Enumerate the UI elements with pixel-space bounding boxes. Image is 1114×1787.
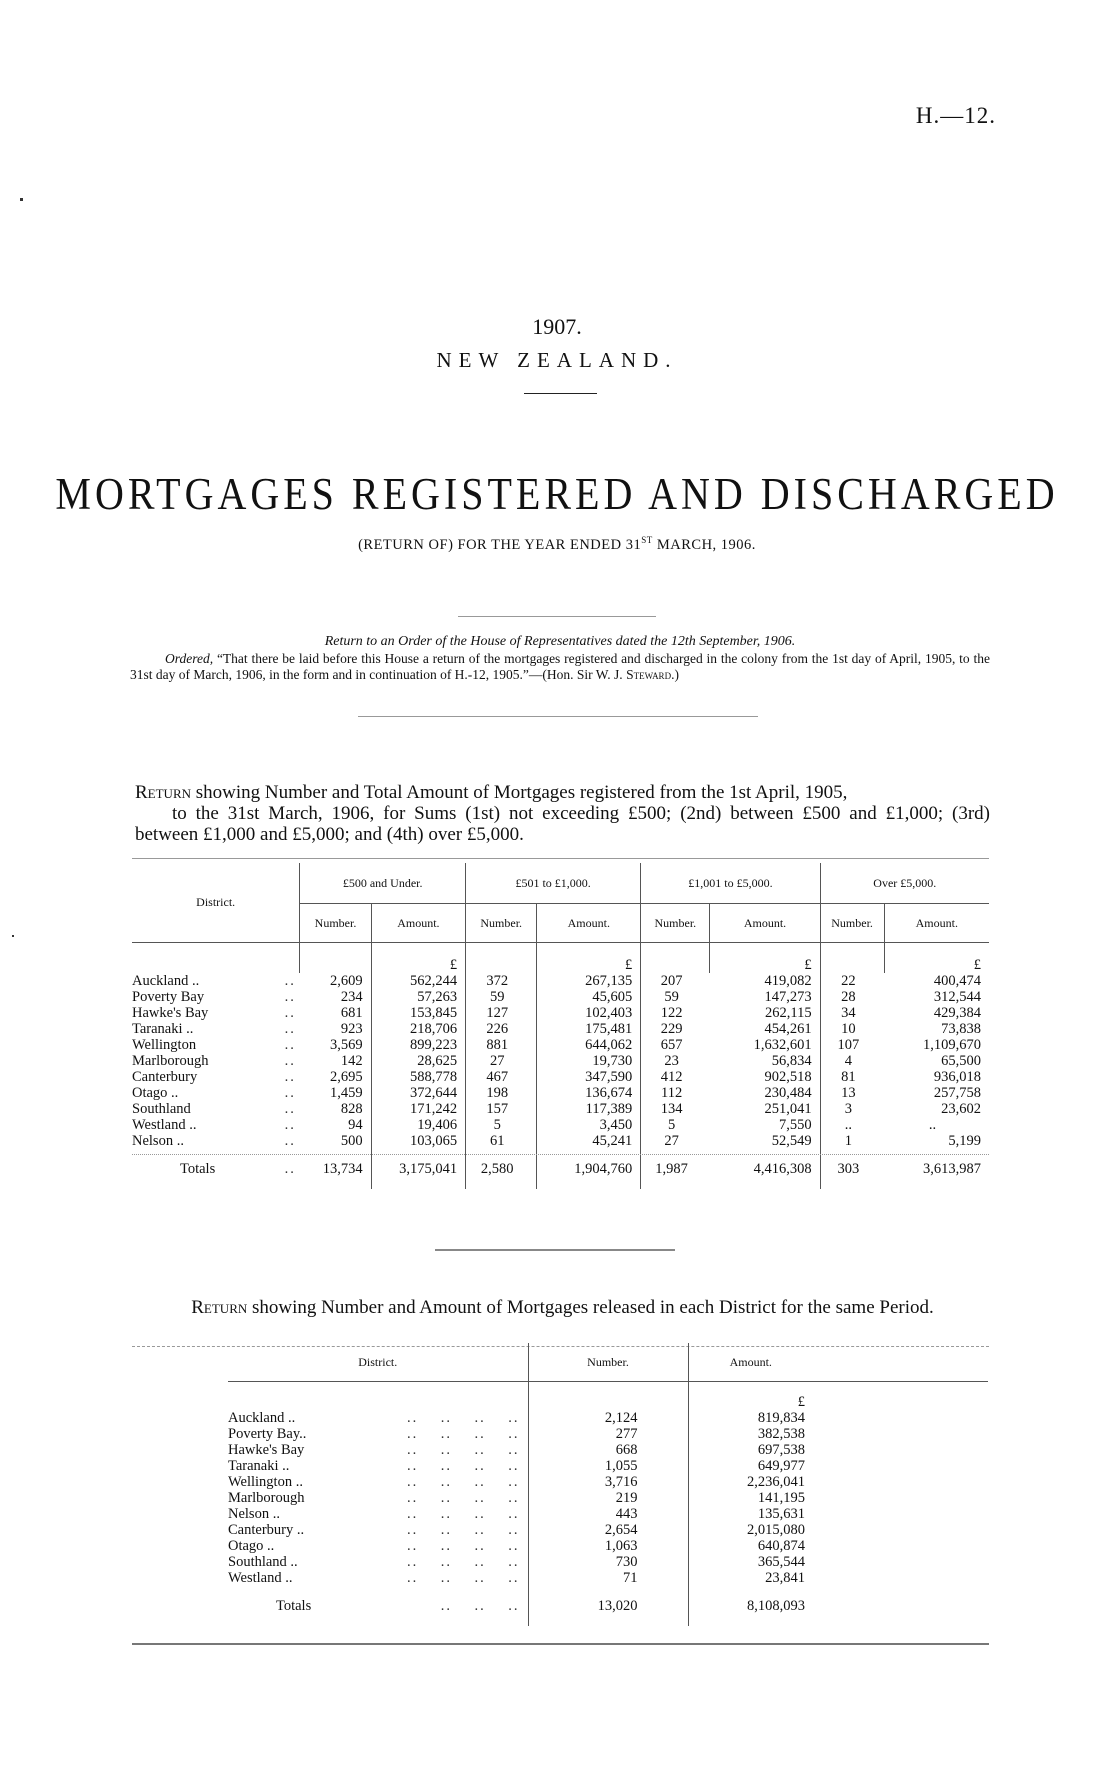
amount-cell: 28,625 (371, 1053, 465, 1069)
number-cell: 5 (641, 1117, 710, 1133)
col-number: Number. (528, 1343, 688, 1382)
amount-cell: 588,778 (371, 1069, 465, 1085)
table-row (228, 1410, 988, 1426)
subtitle (0, 535, 1114, 554)
table-row (132, 973, 989, 989)
amount-cell: 19,730 (537, 1053, 641, 1069)
amount-cell: 230,484 (764, 1085, 812, 1101)
number-cell: 234 (340, 989, 363, 1005)
mortgages-registered-table (132, 863, 989, 1189)
amount-cell: 257,758 (933, 1085, 981, 1101)
dot-leader: .. (284, 1117, 296, 1133)
table1-heading-line2: to the 31st March, 1906, for Sums (1st) not exceeding £500; (2nd) between £500 and £1,000; (3rd) between £1,000 and £5,000; and (4th) over £5,000. (135, 803, 990, 845)
number-cell: 730 (528, 1554, 688, 1570)
number-cell: 142 (340, 1053, 363, 1069)
amount-cell: 135,631 (688, 1506, 813, 1522)
district-name: Wellington (132, 1037, 197, 1053)
table1-top-rule (132, 858, 989, 859)
number-cell: 107 (820, 1037, 884, 1053)
group-header-1: £500 and Under. (300, 863, 466, 904)
amount-cell: 454,261 (764, 1021, 812, 1037)
table2-heading-rest: showing Number and Amount of Mortgages released in each District for the same Period. (247, 1297, 934, 1318)
total-number: 13,734 (322, 1161, 363, 1177)
number-cell: 112 (641, 1085, 710, 1101)
amount-cell: 644,062 (537, 1037, 641, 1053)
amount-cell: 936,018 (933, 1069, 981, 1085)
col-number: Number. (300, 904, 371, 943)
number-cell: 657 (641, 1037, 710, 1053)
table2-heading (135, 1297, 990, 1318)
amount-cell: 697,538 (688, 1442, 813, 1458)
amount-cell: 23,841 (688, 1570, 813, 1586)
number-cell: 198 (466, 1085, 537, 1101)
col-number: Number. (641, 904, 710, 943)
amount-cell: 19,406 (371, 1117, 465, 1133)
amount-cell: 419,082 (764, 973, 812, 989)
district-cell (132, 1053, 300, 1069)
number-cell: 71 (528, 1570, 688, 1586)
table-row (132, 1021, 989, 1037)
district-name: Southland .. (228, 1554, 298, 1570)
dot-leader: .. .. .. .. (407, 1570, 520, 1586)
number-cell: 2,654 (528, 1522, 688, 1538)
table-row (132, 989, 989, 1005)
number-cell: 94 (348, 1117, 363, 1133)
district-cell (132, 1069, 300, 1085)
table-row (228, 1474, 988, 1490)
number-cell: 3,569 (330, 1037, 363, 1053)
dot-leader: .. (284, 1161, 296, 1177)
amount-cell: .. (928, 1117, 937, 1133)
dot-leader: .. (284, 1101, 296, 1117)
number-cell: 5 (466, 1117, 537, 1133)
district-name: Westland .. (132, 1117, 197, 1133)
amount-cell: 312,544 (933, 989, 981, 1005)
number-cell: 10 (820, 1021, 884, 1037)
number-cell: 2,695 (330, 1069, 363, 1085)
amount-cell: 5,199 (948, 1133, 981, 1149)
dot-leader: .. .. .. .. (407, 1410, 520, 1426)
dot-leader: .. .. .. (440, 1598, 520, 1614)
order-ordered: Ordered, (165, 651, 214, 666)
amount-cell: 56,834 (771, 1053, 812, 1069)
title-rule (524, 393, 597, 394)
table-row (228, 1506, 988, 1522)
number-cell: 923 (340, 1021, 363, 1037)
table-row (132, 1037, 989, 1053)
number-cell: 229 (641, 1021, 710, 1037)
district-cell (228, 1570, 528, 1586)
table-row (132, 1133, 989, 1149)
subtitle-post: MARCH, 1906. (652, 536, 756, 553)
district-name: Poverty Bay (132, 989, 205, 1005)
number-cell: 219 (528, 1490, 688, 1506)
dot-leader: .. .. .. .. (407, 1506, 520, 1522)
amount-cell: 1,632,601 (753, 1037, 812, 1053)
amount-cell: 562,244 (371, 973, 465, 989)
district-cell (228, 1442, 528, 1458)
amount-cell: 218,706 (371, 1021, 465, 1037)
table-row (132, 1053, 989, 1069)
district-cell (132, 1085, 300, 1101)
totals-cell (132, 1149, 300, 1189)
number-cell: .. (820, 1117, 884, 1133)
total-number: 1,987 (641, 1149, 710, 1189)
district-cell (132, 1117, 300, 1133)
table-row (228, 1426, 988, 1442)
currency-symbol: £ (688, 1382, 813, 1411)
amount-cell: 649,977 (688, 1458, 813, 1474)
district-name: Southland (132, 1101, 191, 1117)
number-cell: 27 (466, 1053, 537, 1069)
number-cell: 881 (466, 1037, 537, 1053)
dot-leader: .. .. .. .. (407, 1426, 520, 1442)
dot-leader: .. (284, 1005, 296, 1021)
dot-leader: .. (284, 1021, 296, 1037)
amount-cell: 136,674 (537, 1085, 641, 1101)
number-cell: 226 (466, 1021, 537, 1037)
order-steward: Steward (626, 667, 672, 682)
number-cell: 467 (466, 1069, 537, 1085)
table-row (132, 1101, 989, 1117)
dot-leader: .. .. .. .. (407, 1538, 520, 1554)
district-name: Otago .. (228, 1538, 275, 1554)
number-cell: 13 (820, 1085, 884, 1101)
amount-cell: 45,605 (537, 989, 641, 1005)
district-cell (132, 1021, 300, 1037)
number-cell: 157 (466, 1101, 537, 1117)
amount-cell: 267,135 (537, 973, 641, 989)
district-name: Marlborough (228, 1490, 305, 1506)
amount-cell: 3,450 (537, 1117, 641, 1133)
district-name: Auckland .. (228, 1410, 296, 1426)
amount-cell: 147,273 (764, 989, 812, 1005)
group-header-2: £501 to £1,000. (466, 863, 641, 904)
amount-cell: 2,015,080 (688, 1522, 813, 1538)
dot-leader: .. .. .. .. (407, 1554, 520, 1570)
district-cell (132, 989, 300, 1005)
amount-cell: 251,041 (764, 1101, 812, 1117)
district-cell (132, 1005, 300, 1021)
district-cell (228, 1490, 528, 1506)
scan-speck (20, 198, 23, 201)
table2-bottom-rule (132, 1643, 989, 1645)
col-district: District. (228, 1343, 528, 1382)
order-heading: Return to an Order of the House of Representatives dated the 12th September, 1906. (324, 634, 796, 649)
amount-cell: 52,549 (771, 1133, 812, 1149)
country-title: NEW ZEALAND. (436, 348, 678, 372)
district-name: Auckland .. (132, 973, 200, 989)
number-cell: 22 (820, 973, 884, 989)
table-row (132, 1005, 989, 1021)
amount-cell: 57,263 (371, 989, 465, 1005)
district-cell (228, 1522, 528, 1538)
number-cell: 828 (340, 1101, 363, 1117)
number-cell: 207 (641, 973, 710, 989)
number-cell: 59 (466, 989, 537, 1005)
number-cell: 500 (340, 1133, 363, 1149)
number-cell: 122 (641, 1005, 710, 1021)
year: 1907. (532, 314, 582, 339)
dot-leader: .. .. .. .. (407, 1474, 520, 1490)
district-name: Canterbury .. (228, 1522, 305, 1538)
number-cell: 4 (820, 1053, 884, 1069)
amount-cell: 640,874 (688, 1538, 813, 1554)
currency-symbol: £ (537, 943, 641, 974)
col-amount: Amount. (371, 904, 465, 943)
district-name: Taranaki .. (228, 1458, 290, 1474)
number-cell: 668 (528, 1442, 688, 1458)
amount-cell: 175,481 (537, 1021, 641, 1037)
table1-bottom-rule (132, 1154, 989, 1155)
amount-cell: 1,109,670 (923, 1037, 981, 1053)
amount-cell: 102,403 (537, 1005, 641, 1021)
col-amount: Amount. (537, 904, 641, 943)
table-row (228, 1570, 988, 1586)
district-cell (132, 1101, 300, 1117)
district-name: Westland .. (228, 1570, 293, 1586)
district-cell (228, 1410, 528, 1426)
number-cell: 81 (820, 1069, 884, 1085)
district-name: Nelson .. (132, 1133, 184, 1149)
amount-cell: 2,236,041 (688, 1474, 813, 1490)
total-amount: 1,904,760 (537, 1149, 641, 1189)
number-cell: 127 (466, 1005, 537, 1021)
totals-label: Totals (276, 1598, 312, 1614)
district-name: Nelson .. (228, 1506, 280, 1522)
dot-leader: .. (284, 1037, 296, 1053)
table-row (228, 1490, 988, 1506)
number-cell: 681 (340, 1005, 363, 1021)
dot-leader: .. .. .. .. (407, 1442, 520, 1458)
totals-cell (228, 1586, 528, 1626)
table-row (132, 1085, 989, 1101)
amount-cell: 902,518 (764, 1069, 812, 1085)
number-cell: 34 (820, 1005, 884, 1021)
number-cell: 27 (641, 1133, 710, 1149)
amount-cell: 365,544 (688, 1554, 813, 1570)
amount-cell: 7,550 (778, 1117, 812, 1133)
amount-cell: 141,195 (688, 1490, 813, 1506)
table-row (228, 1458, 988, 1474)
amount-cell: 429,384 (933, 1005, 981, 1021)
amount-cell: 153,845 (371, 1005, 465, 1021)
amount-cell: 347,590 (537, 1069, 641, 1085)
district-cell (132, 973, 300, 989)
subtitle-pre: (RETURN OF) FOR THE YEAR ENDED 31 (358, 536, 642, 553)
table1-heading (135, 782, 990, 845)
total-number: 13,020 (528, 1586, 688, 1626)
total-amount: 4,416,308 (753, 1161, 812, 1177)
amount-cell: 103,065 (371, 1133, 465, 1149)
total-amount: 3,175,041 (371, 1149, 465, 1189)
number-cell: 443 (528, 1506, 688, 1522)
table-row (132, 1117, 989, 1133)
page-reference: H.—12. (915, 103, 996, 128)
amount-cell: 23,602 (941, 1101, 981, 1117)
total-number: 303 (820, 1149, 884, 1189)
col-amount: Amount. (710, 904, 820, 943)
mortgages-released-table (228, 1343, 988, 1626)
table1-heading-return: Return (135, 782, 192, 803)
district-name: Hawke's Bay (132, 1005, 209, 1021)
amount-cell: 899,223 (371, 1037, 465, 1053)
number-cell: 1 (820, 1133, 884, 1149)
district-cell (228, 1474, 528, 1490)
number-cell: 372 (466, 973, 537, 989)
total-amount: 3,613,987 (923, 1161, 981, 1177)
table1-heading-rest: showing Number and Total Amount of Mortgages registered from the 1st April, 1905, (191, 782, 848, 803)
number-cell: 3 (820, 1101, 884, 1117)
number-cell: 61 (466, 1133, 537, 1149)
amount-cell: 382,538 (688, 1426, 813, 1442)
table2-heading-return: Return (191, 1297, 248, 1318)
col-number: Number. (820, 904, 884, 943)
table-row (228, 1538, 988, 1554)
subtitle-sup: ST (641, 535, 653, 545)
district-name: Wellington .. (228, 1474, 303, 1490)
main-title: MORTGAGES REGISTERED AND DISCHARGED (55, 467, 1059, 520)
col-district: District. (132, 863, 300, 943)
number-cell: 412 (641, 1069, 710, 1085)
divider (458, 616, 656, 617)
divider (435, 1249, 675, 1251)
order-text (130, 651, 990, 683)
table-row (132, 1069, 989, 1085)
col-amount: Amount. (884, 904, 989, 943)
district-cell (132, 1037, 300, 1053)
amount-cell: 117,389 (537, 1101, 641, 1117)
amount-cell: 819,834 (688, 1410, 813, 1426)
number-cell: 3,716 (528, 1474, 688, 1490)
dot-leader: .. (284, 989, 296, 1005)
currency-symbol: £ (371, 943, 465, 974)
table-row (228, 1522, 988, 1538)
district-cell (228, 1554, 528, 1570)
dot-leader: .. .. .. .. (407, 1490, 520, 1506)
totals-row (132, 1149, 989, 1189)
totals-label: Totals (180, 1161, 216, 1177)
amount-cell: 73,838 (941, 1021, 981, 1037)
number-cell: 2,124 (528, 1410, 688, 1426)
number-cell: 1,063 (528, 1538, 688, 1554)
number-cell: 277 (528, 1426, 688, 1442)
district-name: Otago .. (132, 1085, 179, 1101)
amount-cell: 65,500 (941, 1053, 981, 1069)
total-number: 2,580 (466, 1149, 537, 1189)
col-amount: Amount. (688, 1343, 813, 1382)
dot-leader: .. (284, 1053, 296, 1069)
district-name: Poverty Bay.. (228, 1426, 307, 1442)
scan-speck (12, 935, 14, 937)
col-number: Number. (466, 904, 537, 943)
divider (358, 716, 758, 717)
total-amount: 8,108,093 (688, 1586, 813, 1626)
dot-leader: .. .. .. .. (407, 1522, 520, 1538)
amount-cell: 171,242 (371, 1101, 465, 1117)
totals-row (228, 1586, 988, 1626)
district-cell (228, 1458, 528, 1474)
amount-cell: 372,644 (371, 1085, 465, 1101)
table-row (228, 1442, 988, 1458)
district-name: Marlborough (132, 1053, 209, 1069)
number-cell: 59 (641, 989, 710, 1005)
number-cell: 1,055 (528, 1458, 688, 1474)
number-cell: 2,609 (330, 973, 363, 989)
district-cell (228, 1426, 528, 1442)
district-name: Hawke's Bay (228, 1442, 305, 1458)
group-header-3: £1,001 to £5,000. (641, 863, 820, 904)
number-cell: 28 (820, 989, 884, 1005)
dot-leader: .. (284, 1085, 296, 1101)
amount-cell: 262,115 (765, 1005, 812, 1021)
order-end: .) (671, 667, 679, 682)
currency-symbol: £ (710, 943, 820, 974)
district-cell (132, 1133, 300, 1149)
amount-cell: 400,474 (933, 973, 981, 989)
dot-leader: .. (284, 973, 296, 989)
currency-symbol: £ (884, 943, 989, 974)
number-cell: 1,459 (330, 1085, 363, 1101)
order-body: “That there be laid before this House a return of the mortgages registered and discharged in the colony from the 1st day of April, 1905, to the 31st day of March, 1906, in the form and in continuation of H.-12, 1905.”—(Hon. Sir W. J. (130, 651, 990, 682)
district-name: Canterbury (132, 1069, 198, 1085)
district-cell (228, 1538, 528, 1554)
number-cell: 134 (641, 1101, 710, 1117)
number-cell: 23 (641, 1053, 710, 1069)
dot-leader: .. .. .. .. (407, 1458, 520, 1474)
amount-cell: 45,241 (537, 1133, 641, 1149)
district-name: Taranaki .. (132, 1021, 194, 1037)
district-cell (228, 1506, 528, 1522)
dot-leader: .. (284, 1133, 296, 1149)
group-header-4: Over £5,000. (820, 863, 989, 904)
dot-leader: .. (284, 1069, 296, 1085)
table-row (228, 1554, 988, 1570)
